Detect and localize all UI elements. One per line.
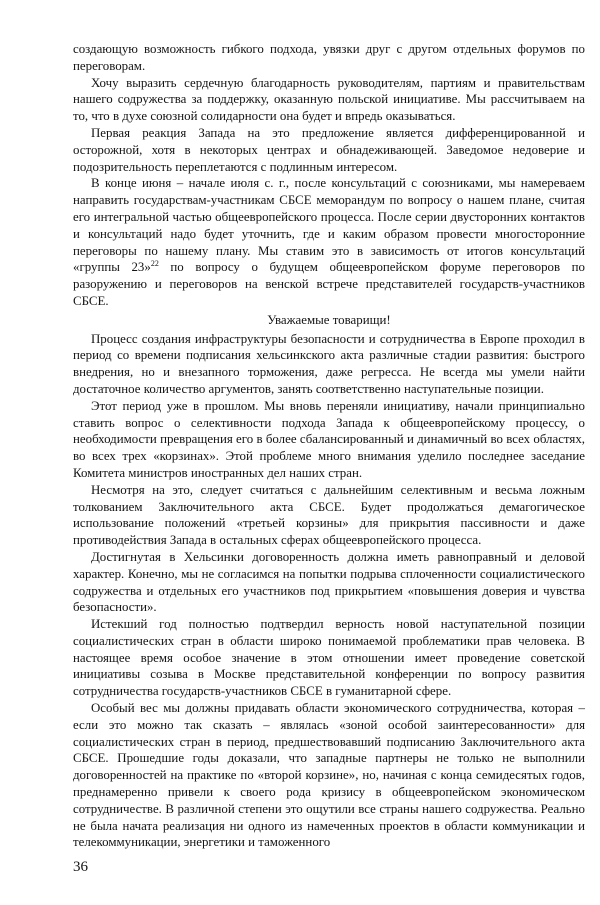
paragraph: Достигнутая в Хельсинки договоренность должна иметь равноправный и деловой характер. Конечно, мы не согласимся на попытки подрыва сплоченности социалистического содружества и отдельных его участников под прикрытием «повышения доверия и чувства безопасности». (73, 549, 585, 615)
paragraph: Первая реакция Запада на это предложение является дифференцированной и осторожной, хотя в некоторых центрах и обнадеживающей. Заведомое недоверие и подозрительность переплетаются с подлинным интересом. (73, 125, 585, 174)
paragraph: Процесс создания инфраструктуры безопасности и сотрудничества в Европе проходил в период со времени подписания хельсинкского акта различные стадии развития: быстрого внедрения, но и внезапного торможения, даже регресса. Не всегда мы умели найти достаточное количество аргументов, занять соответственно наступательные позиции. (73, 331, 585, 396)
paragraph-continued: создающую возможность гибкого подхода, увязки друг с другом отдельных форумов по переговорам. (73, 42, 585, 73)
page-number: 36 (73, 859, 88, 875)
paragraph: Истекший год полностью подтвердил верность новой наступательной позиции социалистических стран в области широко понимаемой проблематики прав человека. В настоящее время особое значение в этом отношении имеет проведение советской инициативы созыва в Москве представительной конференции по вопросу развития сотрудничества государств-участников СБСЕ в гуманитарной сфере. (73, 617, 585, 699)
paragraph-with-footnote (73, 175, 585, 309)
section-heading: Уважаемые товарищи! (267, 312, 391, 327)
paragraph: Хочу выразить сердечную благодарность руководителям, партиям и правительствам нашего содружества за поддержку, оказанную польской инициативе. Мы рассчитываем на то, что в духе союзной солидарности она будет и впредь оказываться. (73, 75, 585, 124)
paragraph: Особый вес мы должны придавать области экономического сотрудничества, которая – если это можно так сказать – являлась «зоной особой заинтересованности» для социалистических стран в период, предшествовавший подписанию Заключительного акта СБСЕ. Прошедшие годы доказали, что западные партнеры не только не выполнили договоренностей на практике по «второй корзине», но, начиная с конца семидесятых годов, преднамеренно привели к своего рода кризису в общеевропейском экономическом сотрудничестве. В различной степени это ощутили все страны нашего содружества. Реально не была начата реализация ни одного из намеченных проектов в области коммуникации и телекоммуникации, энергетики и таможенного (73, 701, 585, 850)
paragraph: Этот период уже в прошлом. Мы вновь переняли инициативу, начали принципиально ставить вопрос о селективности подхода Запада к общеевропейскому процессу, о необходимости превращения его в более сбалансированный и динамичный во всех областях, во всех трех «корзинах». Этой проблеме много внимания уделило последнее заседание Комитета министров иностранных дел наших стран. (73, 398, 585, 480)
paragraph-text: по вопросу о будущем общеевропейском форуме переговоров по разоружению и переговоров на венской встрече представителей государств-участников СБСЕ. (73, 260, 585, 308)
footnote-marker: 22 (150, 259, 159, 269)
body-text (73, 41, 585, 851)
paragraph-text: В конце июня – начале июля с. г., после консультаций с союзниками, мы намереваем направить государствам-участникам СБСЕ меморандум по вопросу о нашем плане, считая его интегральной частью общеевропейского процесса. После серии двусторонних контактов и консультаций надо будет уточнить, где и каким образом провести многосторонние переговоры по нашему плану. Мы ставим это в зависимость от итогов консультаций «группы 23» (73, 176, 585, 275)
paragraph: Несмотря на это, следует считаться с дальнейшим селективным и весьма ложным толкованием Заключительного акта СБСЕ. Будет продолжаться демагогическое использование положений «третьей корзины» для прикрытия пассивности и даже противодействия Запада в остальных сферах общеевропейского процесса. (73, 482, 585, 548)
